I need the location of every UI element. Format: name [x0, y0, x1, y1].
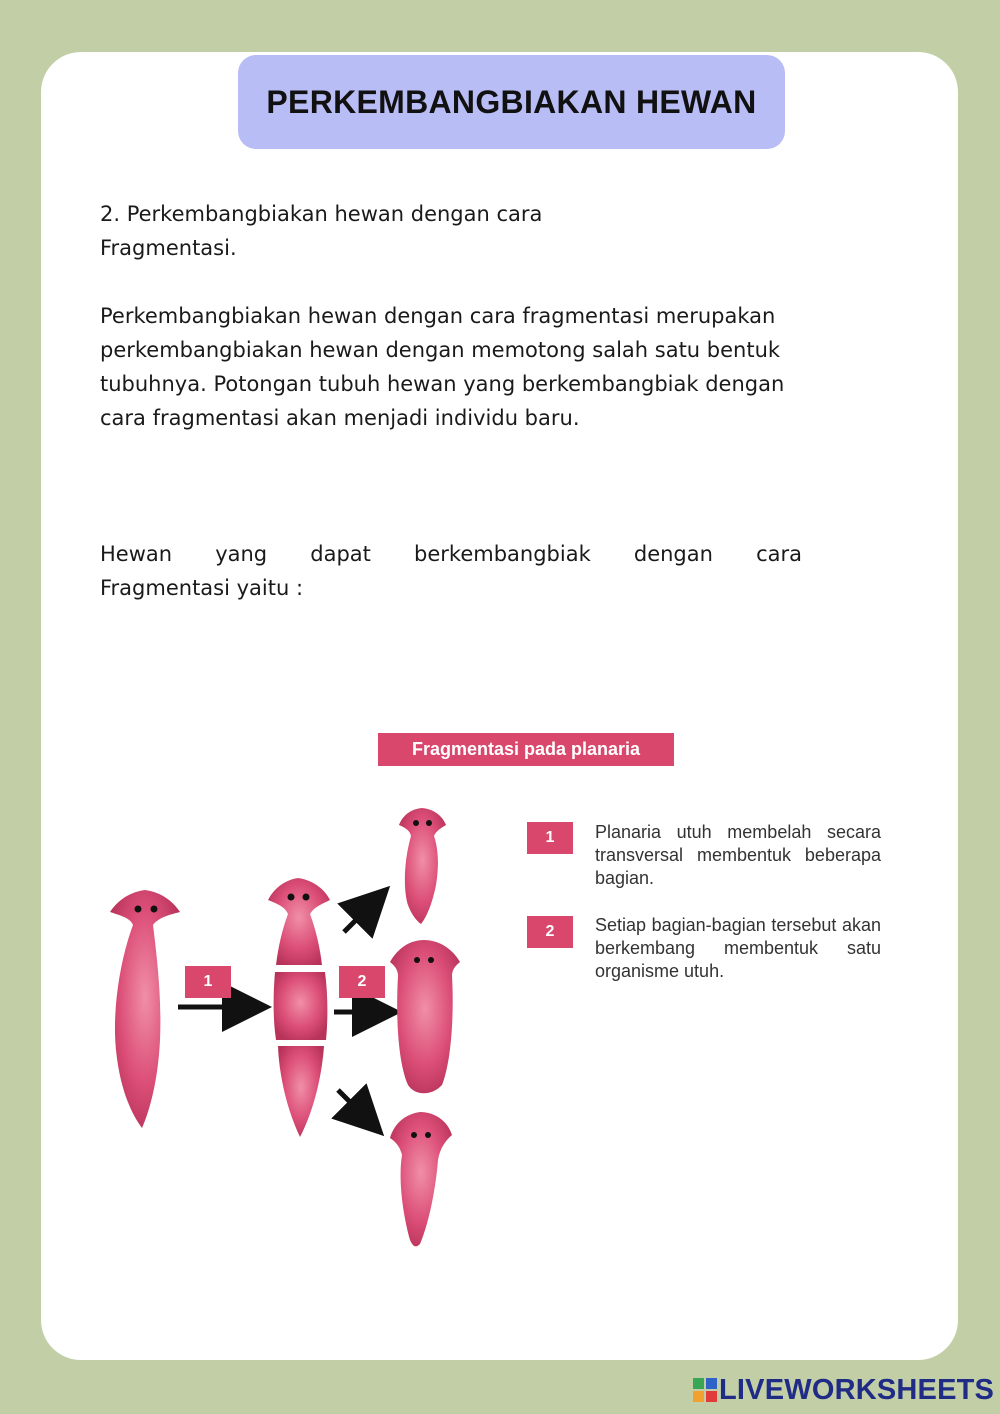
brand-name: LIVEWORKSHEETS — [719, 1373, 995, 1406]
planaria-new-middle — [390, 940, 460, 1093]
eye-icon — [288, 894, 295, 901]
page-title: PERKEMBANGBIAKAN HEWAN — [266, 83, 757, 120]
eye-icon — [413, 820, 419, 826]
arrow-label-1: 1 — [185, 966, 231, 998]
arrow-up — [344, 900, 376, 932]
planaria-new-bottom — [390, 1112, 452, 1246]
eye-icon — [425, 1132, 431, 1138]
planaria-whole — [110, 890, 180, 1128]
planaria-fragmented — [268, 878, 330, 1137]
eye-icon — [414, 957, 420, 963]
eye-icon — [428, 957, 434, 963]
brand-footer[interactable] — [693, 1373, 994, 1407]
arrow-label-2: 2 — [339, 966, 385, 998]
eye-icon — [303, 894, 310, 901]
liveworksheets-logo-icon — [693, 1378, 717, 1402]
section-heading-line-1: 2. Perkembangbiakan hewan dengan cara — [100, 202, 543, 226]
section-heading-line-2: Fragmentasi. — [100, 236, 237, 260]
step-number-2: 2 — [527, 916, 573, 948]
eye-icon — [411, 1132, 417, 1138]
eye-icon — [426, 820, 432, 826]
definition-paragraph: Perkembangbiakan hewan dengan cara fragmentasi merupakan perkembangbiakan hewan dengan memotong salah satu bentuk tubuhnya. Potongan tubuh hewan yang berkembangbiak dengan cara fragmentasi akan menjadi individu baru. — [100, 304, 785, 430]
step-number-1: 1 — [527, 822, 573, 854]
examples-intro-line-2: Fragmentasi yaitu : — [100, 576, 304, 600]
planaria-new-top — [399, 808, 446, 924]
figure-title: Fragmentasi pada planaria — [378, 733, 674, 766]
step-text-1: Planaria utuh membelah secara transversal membentuk beberapa bagian. — [595, 822, 881, 888]
eye-icon — [151, 906, 158, 913]
examples-intro-line-1: Hewan yang dapat berkembangbiak dengan cara — [100, 542, 802, 566]
arrow-down — [338, 1090, 370, 1122]
step-text-2: Setiap bagian-bagian tersebut akan berkembang membentuk satu organisme utuh. — [595, 915, 881, 981]
eye-icon — [135, 906, 142, 913]
